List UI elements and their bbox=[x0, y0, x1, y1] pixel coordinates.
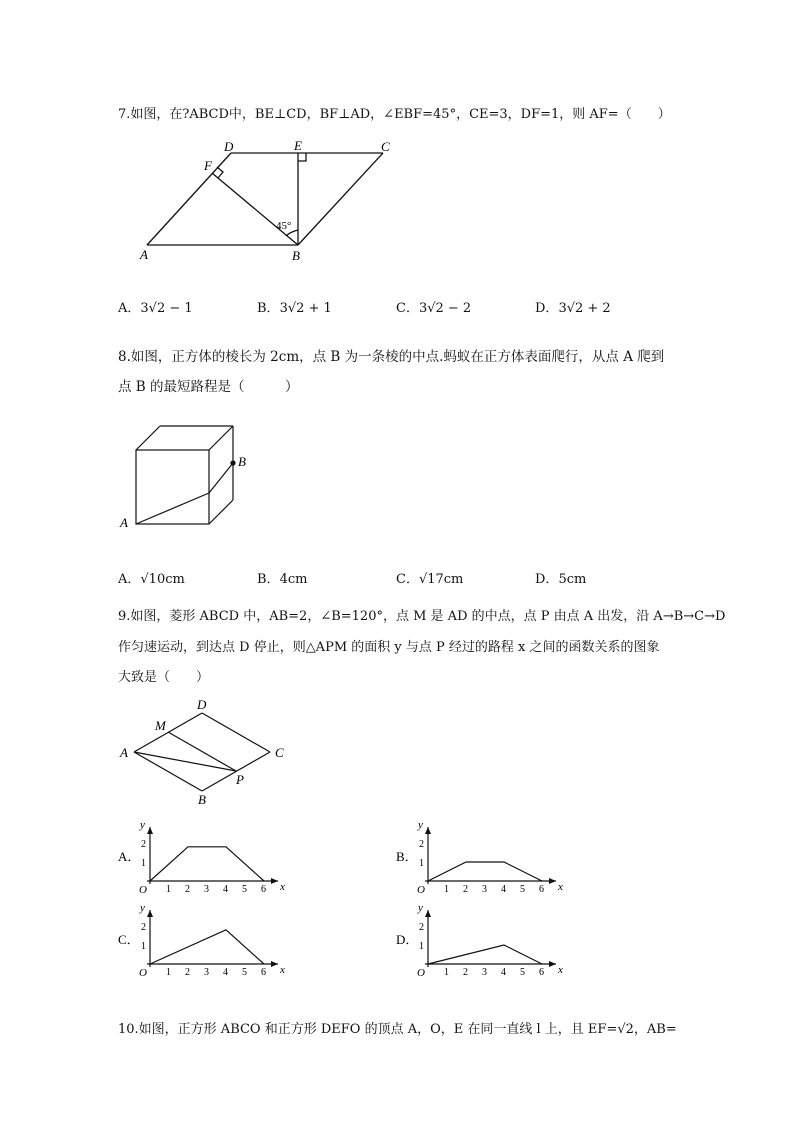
q7-label-b: B bbox=[292, 248, 300, 263]
x-tick-label: 3 bbox=[482, 884, 487, 895]
y-tick-label: 1 bbox=[419, 858, 424, 869]
x-axis-arrow-icon bbox=[271, 878, 278, 884]
q8-stem-line1: 8.如图，正方体的棱长为 2cm，点 B 为一条棱的中点.蚂蚁在正方体表面爬行，从点 A 爬到 bbox=[118, 349, 665, 365]
x-tick-label: 3 bbox=[204, 967, 209, 978]
x-tick-label: 6 bbox=[261, 967, 266, 978]
x-axis-label: x bbox=[280, 881, 285, 893]
x-tick-label: 2 bbox=[463, 884, 468, 895]
y-axis-arrow-icon bbox=[425, 827, 431, 834]
q7-label-a: A bbox=[140, 247, 148, 262]
q8-option-d[interactable]: D．5cm bbox=[535, 572, 587, 587]
x-tick-label: 3 bbox=[204, 884, 209, 895]
q7-option-d[interactable]: D．3√2 + 2 bbox=[535, 301, 611, 316]
y-tick-label: 2 bbox=[419, 922, 424, 933]
q9-stem-line2: 作匀速运动，到达点 D 停止，则△APM 的面积 y 与点 P 经过的路程 x 之间的函数关系的图象 bbox=[118, 640, 660, 655]
origin-label: O bbox=[417, 884, 425, 896]
q9-label-b: B bbox=[198, 792, 206, 807]
q9-option-letter[interactable]: B． bbox=[396, 849, 418, 864]
x-tick-label: 5 bbox=[520, 884, 525, 895]
q7-label-f: F bbox=[204, 158, 212, 173]
q7-stem: 7.如图，在?ABCD中，BE⊥CD，BF⊥AD，∠EBF=45°，CE=3，DF=1，则 AF=（ ） bbox=[118, 107, 671, 122]
graph-line bbox=[150, 847, 264, 881]
q9-label-d: D bbox=[197, 697, 207, 712]
q8-option-b[interactable]: B．4cm bbox=[257, 572, 308, 587]
x-axis-arrow-icon bbox=[271, 961, 278, 967]
x-tick-label: 2 bbox=[185, 967, 190, 978]
y-axis-label: y bbox=[140, 902, 145, 914]
x-axis-label: x bbox=[558, 964, 563, 976]
y-tick-label: 2 bbox=[141, 922, 146, 933]
x-tick-label: 4 bbox=[223, 884, 228, 895]
q7-angle-label: 45° bbox=[276, 220, 292, 232]
x-tick-label: 1 bbox=[166, 884, 171, 895]
x-tick-label: 3 bbox=[482, 967, 487, 978]
q9-option-letter[interactable]: A． bbox=[118, 849, 141, 864]
x-tick-label: 5 bbox=[242, 967, 247, 978]
origin-label: O bbox=[139, 967, 147, 979]
y-axis-label: y bbox=[140, 819, 145, 831]
q7-option-b[interactable]: B．3√2 + 1 bbox=[257, 301, 332, 316]
q7-option-c[interactable]: C．3√2 − 2 bbox=[396, 301, 472, 316]
q9-option-letter[interactable]: D． bbox=[396, 932, 419, 947]
x-tick-label: 1 bbox=[166, 967, 171, 978]
y-tick-label: 2 bbox=[419, 839, 424, 850]
q9-stem-line1: 9.如图，菱形 ABCD 中，AB=2，∠B=120°，点 M 是 AD 的中点，点 P 由点 A 出发，沿 A→B→C→D bbox=[118, 609, 726, 624]
y-axis-label: y bbox=[418, 902, 423, 914]
q9-label-a: A bbox=[120, 745, 128, 760]
x-axis-arrow-icon bbox=[549, 961, 556, 967]
x-tick-label: 4 bbox=[501, 884, 506, 895]
x-tick-label: 2 bbox=[463, 967, 468, 978]
y-tick-label: 1 bbox=[141, 858, 146, 869]
x-axis-label: x bbox=[558, 881, 563, 893]
q7-label-e: E bbox=[294, 138, 302, 153]
q9-stem-line3: 大致是（ ） bbox=[118, 670, 210, 685]
q9-option-letter[interactable]: C． bbox=[118, 932, 140, 947]
x-tick-label: 5 bbox=[242, 884, 247, 895]
y-axis-arrow-icon bbox=[425, 910, 431, 917]
q8-label-a: A bbox=[120, 515, 128, 530]
x-tick-label: 5 bbox=[520, 967, 525, 978]
x-tick-label: 1 bbox=[444, 967, 449, 978]
q8-option-a[interactable]: A．√10cm bbox=[118, 572, 185, 587]
y-tick-label: 1 bbox=[141, 941, 146, 952]
origin-label: O bbox=[139, 884, 147, 896]
q9-label-p: P bbox=[236, 772, 244, 787]
y-tick-label: 2 bbox=[141, 839, 146, 850]
q8-label-b: B bbox=[238, 454, 246, 469]
y-axis-label: y bbox=[418, 819, 423, 831]
q7-label-c: C bbox=[381, 139, 390, 154]
q7-option-a[interactable]: A．3√2 − 1 bbox=[118, 301, 193, 316]
x-tick-label: 4 bbox=[501, 967, 506, 978]
origin-label: O bbox=[417, 967, 425, 979]
graph-line bbox=[150, 930, 264, 964]
q8-stem-line2: 点 B 的最短路程是（ ） bbox=[118, 379, 299, 395]
q7-label-d: D bbox=[224, 139, 234, 154]
y-tick-label: 1 bbox=[419, 941, 424, 952]
x-tick-label: 4 bbox=[223, 967, 228, 978]
x-tick-label: 6 bbox=[261, 884, 266, 895]
y-axis-arrow-icon bbox=[147, 827, 153, 834]
x-axis-arrow-icon bbox=[549, 878, 556, 884]
x-tick-label: 2 bbox=[185, 884, 190, 895]
graph-line bbox=[428, 862, 542, 881]
q8-option-c[interactable]: C．√17cm bbox=[396, 572, 464, 587]
y-axis-arrow-icon bbox=[147, 910, 153, 917]
q10-stem: 10.如图，正方形 ABCO 和正方形 DEFO 的顶点 A，O，E 在同一直线 l 上，且 EF=√2，AB= bbox=[118, 1022, 677, 1037]
x-tick-label: 6 bbox=[539, 967, 544, 978]
x-tick-label: 6 bbox=[539, 884, 544, 895]
q9-label-m: M bbox=[155, 718, 166, 733]
x-axis-label: x bbox=[280, 964, 285, 976]
x-tick-label: 1 bbox=[444, 884, 449, 895]
q9-label-c: C bbox=[275, 745, 284, 760]
graph-line bbox=[428, 945, 542, 964]
